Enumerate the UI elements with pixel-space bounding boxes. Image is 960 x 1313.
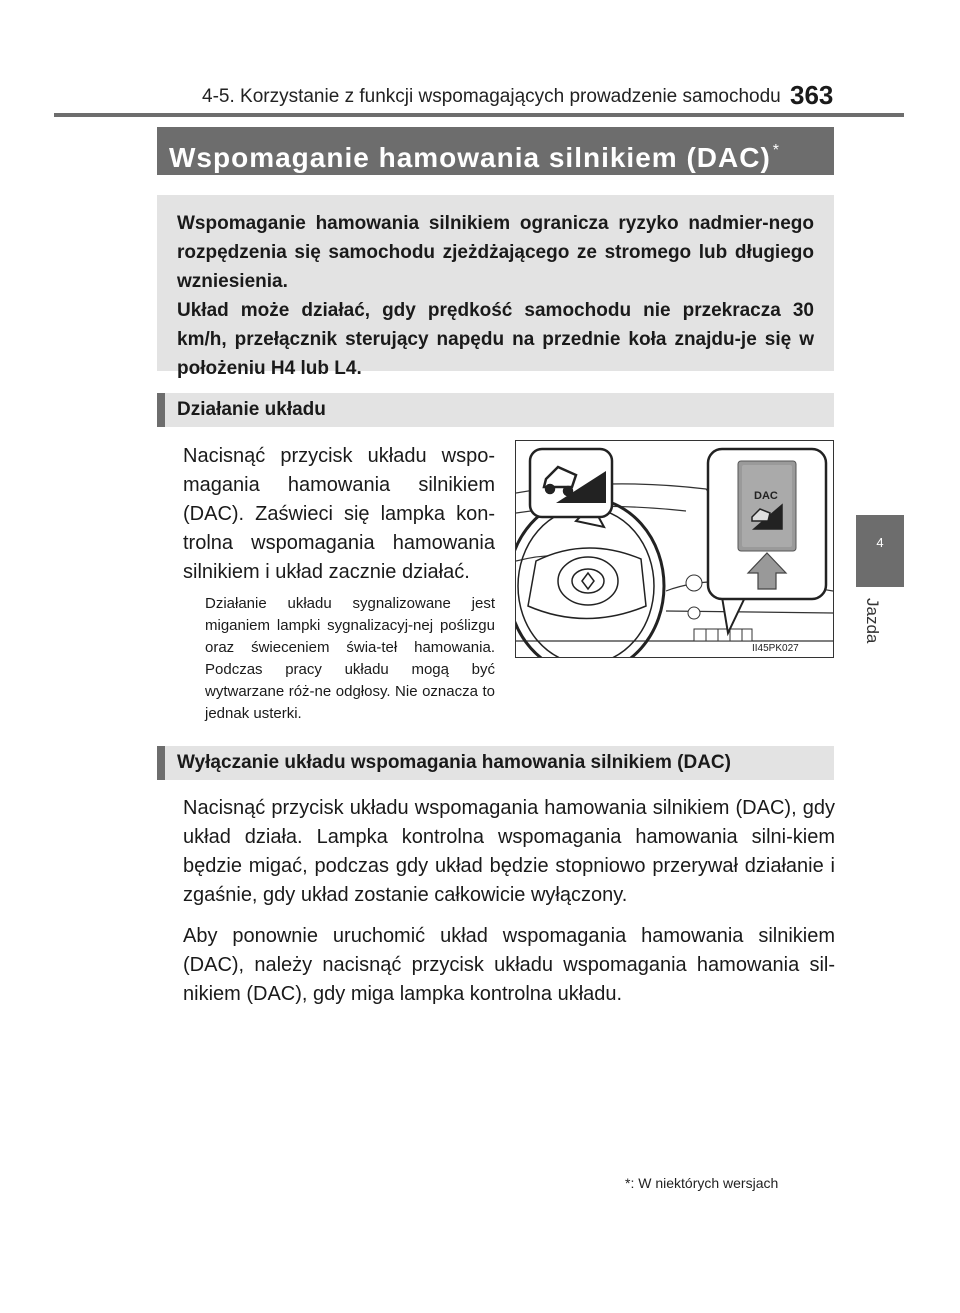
intro-paragraph-2: Układ może działać, gdy prędkość samochodu nie przekracza 30 km/h, przełącznik sterujący napędu na przednie koła znajdu-je się w położeniu H4 lub L4. bbox=[177, 300, 814, 379]
callout-dac-button bbox=[708, 449, 826, 633]
dashboard-drawing bbox=[516, 441, 833, 657]
section-heading-disable: Wyłączanie układu wspomagania hamowania silnikiem (DAC) bbox=[157, 746, 834, 780]
dac-button-illustration bbox=[515, 440, 834, 658]
disable-paragraph-1: Nacisnąć przycisk układu wspomagania hamowania silnikiem (DAC), gdy układ działa. Lampka kontrolna wspomagania hamowania silni-kiem będzie migać, podczas gdy układ będzie stopniowo przerywał działanie i zgaśnie, gdy układ zostanie całkowicie wyłączony. bbox=[183, 797, 835, 906]
page-title-text: Wspomaganie hamowania silnikiem (DAC) bbox=[169, 142, 771, 173]
dac-button-label: DAC bbox=[754, 490, 778, 502]
operation-body: Nacisnąć przycisk układu wspo-magania hamowania silnikiem (DAC). Zaświeci się lampka kon-trolna wspomagania hamowania silnikiem i układ zacznie działać. bbox=[183, 445, 495, 583]
chapter-tab bbox=[856, 515, 904, 587]
intro-box bbox=[157, 195, 834, 379]
page-number: 363 bbox=[790, 80, 834, 110]
header-rule bbox=[54, 113, 904, 117]
disable-paragraph-2: Aby ponownie uruchomić układ wspomagania hamowania silnikiem (DAC), należy nacisnąć przycisk układu wspomagania hamowania sil-nikiem (DAC), gdy miga lampka kontrolna układu. bbox=[183, 925, 835, 1005]
footnote-asterisk: * bbox=[625, 1175, 631, 1191]
page-title bbox=[157, 127, 834, 175]
operation-note: Działanie układu sygnalizowane jest miganiem lampki sygnalizacyj-nej poślizgu oraz świeceniem świa-teł hamowania. Podczas pracy układu mogą być wytwarzane róż-ne odgłosy. Nie oznacza to jednak usterki. bbox=[205, 595, 495, 722]
footnote-text: : W niektórych wersjach bbox=[630, 1175, 779, 1191]
callout-indicator bbox=[530, 449, 612, 527]
chapter-label: Jazda bbox=[863, 598, 882, 644]
intro-paragraph-1: Wspomaganie hamowania silnikiem ogranicza ryzyko nadmier-nego rozpędzenia się samochodu zjeżdżającego ze stromego lub długiego wzniesienia. bbox=[177, 213, 814, 292]
footnote bbox=[625, 1175, 778, 1191]
chapter-number: 4 bbox=[876, 535, 884, 550]
section-heading-operation: Działanie układu bbox=[157, 393, 834, 427]
operation-column bbox=[183, 442, 495, 725]
title-asterisk: * bbox=[772, 142, 781, 159]
disable-column bbox=[183, 794, 835, 1009]
running-header: 4-5. Korzystanie z funkcji wspomagających prowadzenie samochodu bbox=[202, 86, 781, 107]
figure-code: II45PK027 bbox=[752, 643, 799, 654]
